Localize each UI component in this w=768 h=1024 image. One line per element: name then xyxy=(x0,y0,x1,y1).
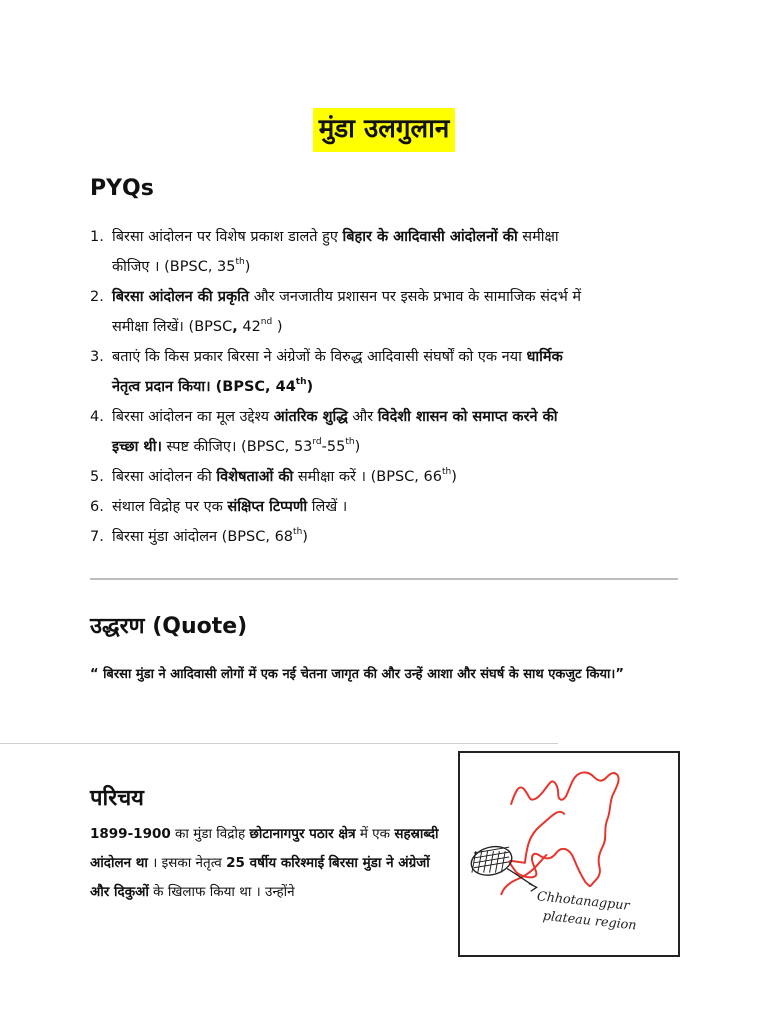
pyq-item xyxy=(90,402,650,462)
pyq-line xyxy=(112,312,650,342)
pyq-line xyxy=(112,522,650,552)
pyq-text: बिरसा आंदोलन की xyxy=(112,469,217,485)
pyq-text: लिखें । xyxy=(307,499,348,515)
pyq-text: बिहार के आदिवासी आंदोलनों की xyxy=(342,229,518,245)
intro-text-run: बिरसा मुंडा ने अंग्रेजों और दिकुओं xyxy=(90,855,430,900)
pyq-number: 4. xyxy=(90,409,104,425)
plateau-outline-lower xyxy=(501,855,546,894)
pyq-text: th xyxy=(441,467,452,478)
pyq-text: ) xyxy=(272,319,283,335)
intro-text-run: का मुंडा विद्रोह xyxy=(170,826,250,842)
pyq-text: आंतरिक शुद्धि xyxy=(273,409,348,425)
pyq-line xyxy=(112,252,650,282)
pyq-item xyxy=(90,492,650,522)
pyq-text: धार्मिक xyxy=(526,349,563,365)
pyq-text: ) xyxy=(306,379,314,395)
intro-text-run: । इसका नेतृत्व xyxy=(147,855,227,871)
pyq-text: बिरसा आंदोलन की प्रकृति xyxy=(112,289,250,305)
pyq-text: नेतृत्व प्रदान किया। (BPSC, 44 xyxy=(112,379,296,395)
pyq-text: और जनजातीय प्रशासन पर इसके प्रभाव के सामाजिक संदर्भ में xyxy=(249,289,582,305)
pyq-item xyxy=(90,522,650,552)
intro-text-run: 1899-1900 xyxy=(90,826,171,842)
pyq-line xyxy=(112,372,650,402)
pyq-item xyxy=(90,342,650,402)
map-sketch xyxy=(458,751,680,957)
pyq-text: बिरसा मुंडा आंदोलन (BPSC, 68 xyxy=(112,529,294,545)
intro-text-run: छोटानागपुर पठार क्षेत्र xyxy=(249,826,356,842)
pyq-text: समीक्षा करें । (BPSC, 66 xyxy=(293,469,442,485)
hatch-line xyxy=(484,851,488,873)
pyq-text: rd xyxy=(312,437,322,448)
pyq-item xyxy=(90,462,650,492)
pyq-text: स्पष्ट कीजिए। (BPSC, 53 xyxy=(161,439,313,455)
pyq-line xyxy=(112,462,650,492)
map-label-line2: plateau region xyxy=(542,908,638,934)
intro-text-run: 25 वर्षीय करिश्माई xyxy=(226,855,325,871)
pyq-text: समीक्षा xyxy=(517,229,559,245)
pyq-text: और xyxy=(347,409,378,425)
pyq-number: 1. xyxy=(90,229,104,245)
quote-heading: उद्धरण (Quote) xyxy=(90,614,248,639)
page-title: मुंडा उलगुलान xyxy=(313,108,456,152)
pyq-text: -55 xyxy=(321,439,346,455)
pyq-item xyxy=(90,282,650,342)
pyq-line xyxy=(112,432,650,462)
pyq-text: समीक्षा लिखें। (BPSC xyxy=(112,319,233,335)
divider xyxy=(90,578,678,580)
pyq-text: बताएं कि किस प्रकार बिरसा ने अंग्रेजों के विरुद्ध आदिवासी संघर्षों को एक नया xyxy=(112,349,527,365)
quote-text: “ बिरसा मुंडा ने आदिवासी लोगों में एक नई चेतना जागृत की और उन्हें आशा और संघर्ष के साथ एकजुट किया।” xyxy=(90,667,624,682)
pyq-text: कीजिए । (BPSC, 35 xyxy=(112,259,236,275)
arrow-icon xyxy=(507,869,536,892)
pyq-item xyxy=(90,222,650,282)
pyq-text: संथाल विद्रोह पर एक xyxy=(112,499,228,515)
intro-text-run: के खिलाफ किया था । उन्होंने xyxy=(148,884,295,900)
pyq-line xyxy=(112,222,650,252)
pyq-text: ) xyxy=(354,439,361,455)
pyq-text: संक्षिप्त टिप्पणी xyxy=(227,499,308,515)
pyq-text: th xyxy=(293,527,303,538)
pyq-text: th xyxy=(345,437,355,448)
pyqs-heading: PYQs xyxy=(90,176,154,201)
pyq-number: 2. xyxy=(90,289,104,305)
hatched-region xyxy=(468,842,515,879)
intro-text-run: सहस्राब्दी आंदोलन था xyxy=(90,826,439,871)
pyq-text: विशेषताओं की xyxy=(216,469,294,485)
pyq-text: इच्छा थी। xyxy=(112,439,162,455)
pyq-text: th xyxy=(295,377,307,388)
intro-text-run: में एक xyxy=(355,826,395,842)
pyq-text: nd xyxy=(260,317,273,328)
pyq-text: विदेशी शासन को समाप्त करने की xyxy=(377,409,558,425)
divider xyxy=(0,743,558,744)
pyq-text: ) xyxy=(302,529,308,545)
title-wrap xyxy=(0,108,768,152)
pyq-number: 5. xyxy=(90,469,104,485)
pyq-text: ) xyxy=(451,469,457,485)
pyq-text: बिरसा आंदोलन पर विशेष प्रकाश डालते हुए xyxy=(112,229,343,245)
pyq-number: 7. xyxy=(90,529,104,545)
pyq-list xyxy=(90,222,650,552)
hatch-line xyxy=(474,847,509,853)
map-label-line1: Chhotanagpur xyxy=(536,889,631,914)
chhotanagpur-map-drawing xyxy=(460,753,678,955)
pyq-text: बिरसा आंदोलन का मूल उद्देश्य xyxy=(112,409,274,425)
pyq-line xyxy=(112,282,650,312)
pyq-text: ) xyxy=(244,259,251,275)
plateau-outline xyxy=(510,772,619,886)
intro-heading: परिचय xyxy=(90,786,144,811)
pyq-text: , xyxy=(232,319,238,335)
pyq-line xyxy=(112,342,650,372)
pyq-line xyxy=(112,402,650,432)
intro-paragraph xyxy=(90,820,440,907)
pyq-text: 42 xyxy=(237,319,261,335)
pyq-text: th xyxy=(235,257,245,268)
pyq-number: 3. xyxy=(90,349,104,365)
pyq-number: 6. xyxy=(90,499,104,515)
pyq-line xyxy=(112,492,650,522)
